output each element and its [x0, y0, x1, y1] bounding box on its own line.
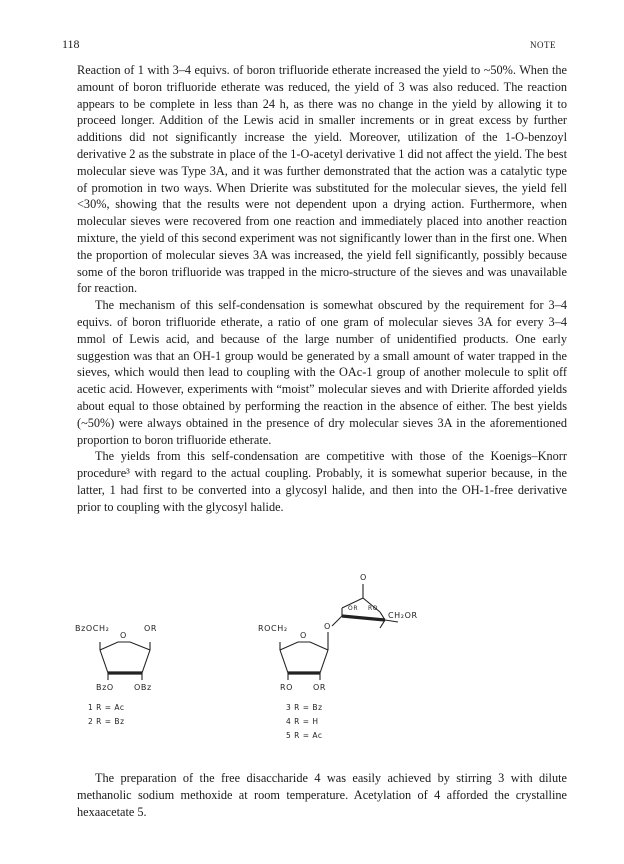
running-head: NOTE: [530, 40, 556, 50]
compound-label: 1 R = Ac: [88, 703, 125, 712]
right-bottom-left-substituent: RO: [280, 683, 294, 692]
right-ring-oxygen: O: [300, 631, 307, 640]
compound-label: 3 R = Bz: [286, 703, 323, 712]
page-number: 118: [62, 37, 80, 51]
right-bottom-right-substituent: OR: [313, 683, 327, 692]
glycosidic-oxygen: O: [324, 622, 331, 631]
compound-label: 4 R = H: [286, 717, 319, 726]
left-anomeric-substituent: OR: [144, 624, 158, 633]
structures-svg: [70, 570, 570, 750]
right-disaccharide-structure: [258, 573, 418, 740]
right-ch2-substituent: ROCH₂: [258, 624, 288, 633]
upper-ring-ch2or: CH₂OR: [388, 611, 418, 620]
left-bottom-right-substituent: OBz: [134, 683, 152, 692]
paragraph-2: The mechanism of this self-condensation is somewhat obscured by the requirement for 3–4 equivs. of boron trifluoride etherate, a ratio of one gram of molecular sieves 3A for every 3–4 mmol of Lewis acid, and because of the large number of unidentified products. One early suggestion was that an OH-1 group would be generated by a small amount of water trapped in the sieves, which would then lead to coupling with the OAc-1 group of another molecule to split off acetic acid. However, experiments with “moist” molecular sieves and with Drierite afforded yields about equal to those obtained by performing the reaction in the absence of either. The best yields (~50%) were always obtained in the presence of dry molecular sieves 3A in the aforementioned proportion to boron trifluoride etherate.: [77, 298, 567, 447]
paragraph-3: The yields from this self-condensation are competitive with those of the Koenigs–Knorr procedure³ with regard to the actual coupling. Probably, it is somewhat superior because, in the latter, 1 had first to be converted into a glycosyl halide, and then into the OH-1-free derivative prior to coupling with the glycosyl halide.: [77, 449, 567, 514]
paragraph-1: Reaction of 1 with 3–4 equivs. of boron trifluoride etherate increased the yield to ~50%. When the amount of boron trifluoride etherate was reduced, the yield of 3 was also reduced. The reaction appears to be complete in less than 24 h, as there was no change in the yield by allowing it to proceed longer. Addition of the Lewis acid in smaller increments or in great excess by further additions did not significantly increase the yield. Moreover, utilization of the 1-O-benzoyl derivative 2 as the substrate in place of the 1-O-acetyl derivative 1 did not affect the yield. The best molecular sieve was Type 3A, and it was further demonstrated that the action was a catalytic type of promotion in two ways. When Drierite was substituted for the molecular sieves, the yield fell <30%, showing that the results were not dependent upon a drying action. Furthermore, when molecular sieves were recovered from one reaction and immediately placed into another reaction mixture, the yield of this second experiment was not significantly lower than in the first one. When the proportion of molecular sieves 3A was increased, the yield fell significantly, possibly because some of the boron trifluoride was trapped in the micro-structure of the sieves and was unavailable for reaction.: [77, 63, 567, 296]
upper-ring-right-ro: RO: [368, 605, 379, 612]
compound-label: 5 R = Ac: [286, 731, 323, 740]
left-furanose-structure: [75, 624, 157, 726]
compound-label: 2 R = Bz: [88, 717, 125, 726]
body-text: [77, 62, 567, 516]
upper-bridge-oxygen: O: [360, 573, 367, 582]
left-bottom-left-substituent: BzO: [96, 683, 114, 692]
left-ring-oxygen: O: [120, 631, 127, 640]
left-ch2-substituent: BzOCH₂: [75, 624, 110, 633]
chemical-structures-figure: [70, 570, 570, 750]
upper-ring-left-or: OR: [348, 605, 359, 612]
closing-paragraph: The preparation of the free disaccharide 4 was easily achieved by stirring 3 with dilute methanolic sodium methoxide at room temperature. Acetylation of 4 afforded the crystalline hexaacetate 5.: [77, 771, 567, 819]
